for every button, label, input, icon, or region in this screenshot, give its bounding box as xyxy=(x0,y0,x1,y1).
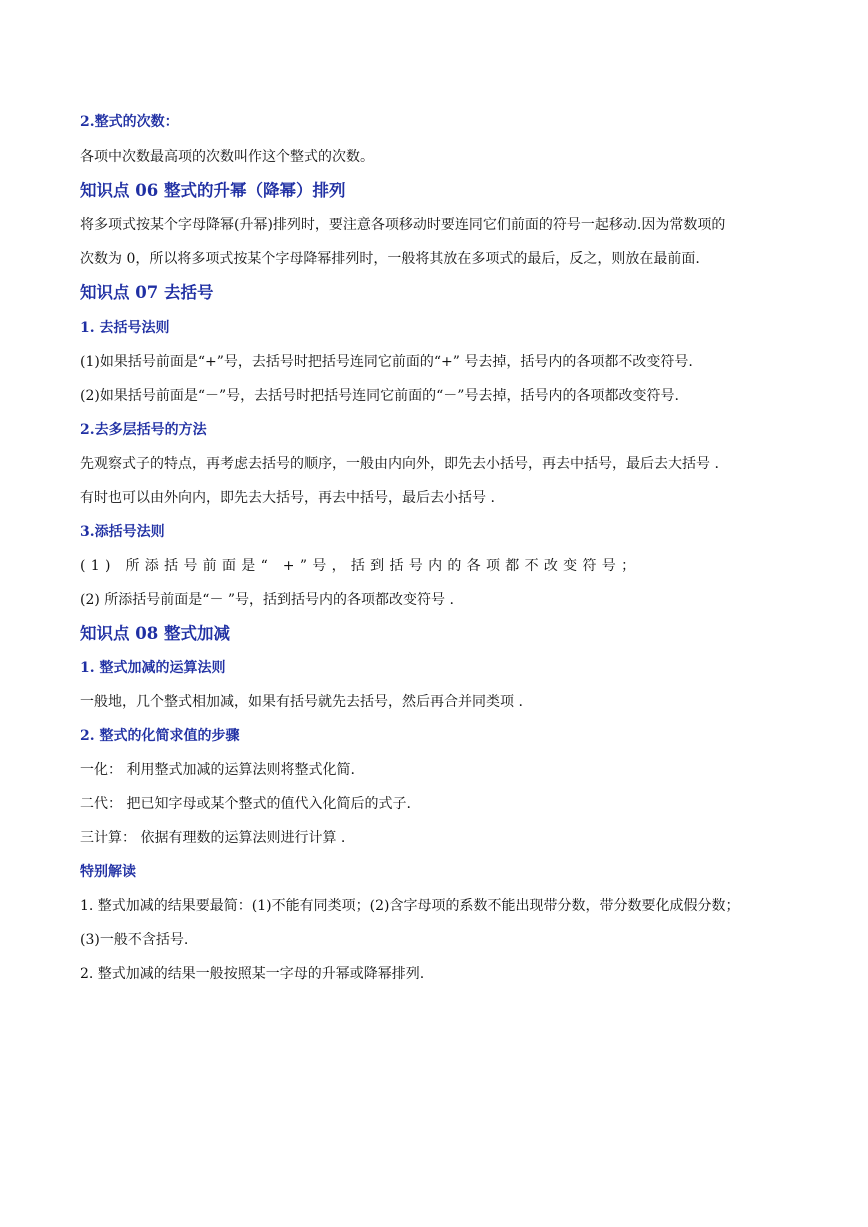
subheading-special-notes: 特别解读 xyxy=(80,864,136,880)
subheading-multilayer-brackets: 2.去多层括号的方法 xyxy=(80,422,207,438)
paragraph-addition-subtraction-rule: 一般地，几个整式相加减，如果有括号就先去括号，然后再合并同类项 . xyxy=(80,694,523,710)
heading-knowledge-point-07: 知识点 07 去括号 xyxy=(80,283,214,302)
subheading-simplify-evaluate-steps: 2. 整式的化简求值的步骤 xyxy=(80,728,240,744)
paragraph-ordering-line-1: 将多项式按某个字母降幂(升幂)排列时，要注意各项移动时要连同它们前面的符号一起移动.因为常数项的 xyxy=(80,217,726,233)
paragraph-note-1-line-2: (3)一般不含括号. xyxy=(80,932,189,948)
subheading-addition-subtraction-rule: 1. 整式加减的运算法则 xyxy=(80,660,226,676)
paragraph-degree-definition: 各项中次数最高项的次数叫作这个整式的次数。 xyxy=(80,149,374,165)
paragraph-note-1-line-1: 1. 整式加减的结果要最简：(1)不能有同类项；(2)含字母项的系数不能出现带分数，带分数要化成假分数； xyxy=(80,898,740,914)
paragraph-add-minus-bracket: (2) 所添括号前面是“－ ”号，括到括号内的各项都改变符号 . xyxy=(80,592,454,608)
paragraph-plus-bracket-rule: (1)如果括号前面是“+”号，去括号时把括号连同它前面的“+” 号去掉，括号内的各项都不改变符号. xyxy=(80,354,693,370)
paragraph-add-plus-bracket: (1) 所添括号前面是“ +”号，括到括号内的各项都不改变符号； xyxy=(80,558,641,574)
subheading-degree-of-polynomial: 2.整式的次数： xyxy=(80,114,179,130)
subheading-removing-brackets-rule: 1. 去括号法则 xyxy=(80,320,170,336)
paragraph-multilayer-line-2: 有时也可以由外向内，即先去大括号，再去中括号，最后去小括号 . xyxy=(80,490,495,506)
heading-knowledge-point-08: 知识点 08 整式加减 xyxy=(80,624,230,643)
paragraph-step-simplify: 一化： 利用整式加减的运算法则将整式化简. xyxy=(80,762,355,778)
paragraph-step-calculate: 三计算： 依据有理数的运算法则进行计算 . xyxy=(80,830,346,846)
paragraph-note-2: 2. 整式加减的结果一般按照某一字母的升幂或降幂排列. xyxy=(80,966,425,982)
heading-knowledge-point-06: 知识点 06 整式的升幂（降幂）排列 xyxy=(80,181,346,200)
paragraph-ordering-line-2: 次数为 0，所以将多项式按某个字母降幂排列时，一般将其放在多项式的最后，反之，则放在最前面. xyxy=(80,251,700,267)
subheading-adding-brackets-rule: 3.添括号法则 xyxy=(80,524,165,540)
paragraph-multilayer-line-1: 先观察式子的特点，再考虑去括号的顺序，一般由内向外，即先去小括号，再去中括号，最后去大括号 . xyxy=(80,456,719,472)
paragraph-minus-bracket-rule: (2)如果括号前面是“－”号，去括号时把括号连同它前面的“－”号去掉，括号内的各项都改变符号. xyxy=(80,388,679,404)
paragraph-step-substitute: 二代： 把已知字母或某个整式的值代入化简后的式子. xyxy=(80,796,411,812)
